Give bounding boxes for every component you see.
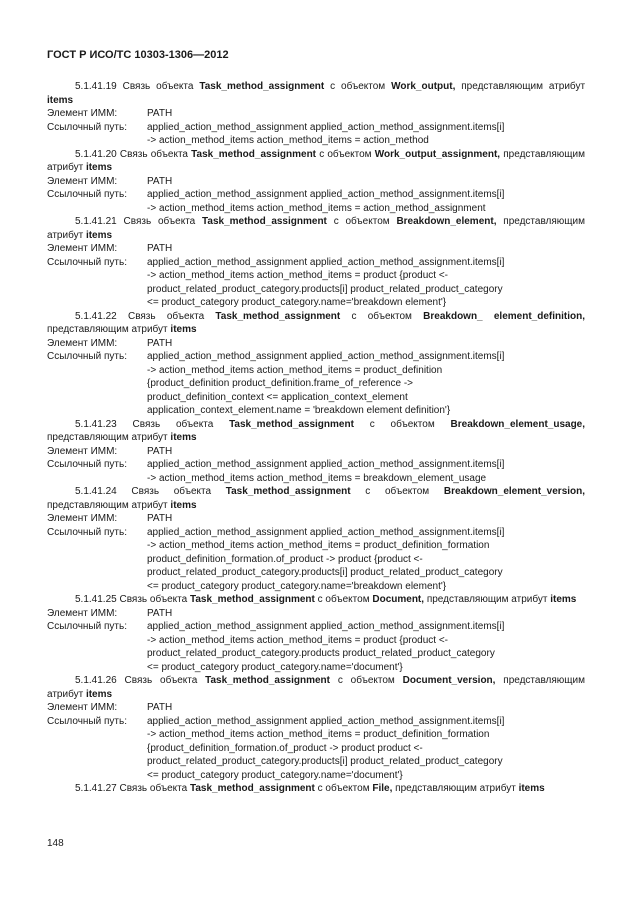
heading-part: с объектом	[369, 418, 435, 430]
heading-part: представляющим атрибут	[426, 594, 548, 605]
reference-path-label: Ссылочный путь:	[47, 715, 127, 727]
reference-path-line: <= product_category product_category.name='document'}	[147, 769, 403, 781]
element-value: PATH	[147, 108, 173, 119]
heading-part: с объектом	[330, 81, 386, 92]
mapping-section	[47, 310, 585, 418]
reference-path-line: application_context_element.name = 'breakdown element definition'}	[147, 405, 451, 416]
reference-path-line: <= product_category product_category.name='document'}	[147, 661, 403, 673]
section-heading	[47, 418, 585, 445]
section-heading	[47, 674, 585, 701]
reference-path-line: applied_action_method_assignment applied_action_method_assignment.items[i]	[147, 189, 505, 200]
heading-part: представляющим атрибут	[47, 324, 168, 335]
reference-path-line: applied_action_method_assignment applied_action_method_assignment.items[i]	[147, 121, 505, 133]
heading-part: 5.1.41.22	[75, 310, 117, 322]
heading-part: Work_output_assignment,	[374, 148, 501, 160]
heading-part: представляющим атрибут	[47, 148, 585, 173]
heading-part: представляющим атрибут	[395, 783, 516, 794]
heading-part: 5.1.41.20	[75, 148, 117, 160]
reference-path-line: product_related_product_category.products[i] product_related_product_category	[147, 756, 503, 767]
element-label: Элемент ИММ:	[47, 513, 118, 524]
reference-path-line: <= product_category product_category.name='breakdown element'}	[147, 580, 447, 592]
reference-path-label: Ссылочный путь:	[47, 121, 127, 133]
heading-part: Связь объекта	[122, 81, 194, 92]
heading-part: Task_method_assignment	[225, 486, 351, 497]
mapping-section	[47, 674, 585, 782]
section-heading	[47, 80, 585, 107]
element-value: PATH	[147, 445, 173, 457]
heading-part: Task_method_assignment	[205, 675, 330, 686]
mapping-section	[47, 782, 585, 796]
heading-part: items	[170, 324, 197, 335]
reference-path-row	[47, 350, 585, 364]
heading-part: Task_method_assignment	[199, 81, 325, 92]
heading-part: Task_method_assignment	[229, 418, 354, 430]
reference-path-line: applied_action_method_assignment applied_action_method_assignment.items[i]	[147, 621, 505, 632]
reference-path-line: -> action_method_items action_method_items = product_definition	[147, 364, 443, 376]
heading-part: items	[550, 594, 577, 605]
heading-part: items	[47, 94, 74, 106]
heading-part: представляющим атрибут	[461, 81, 586, 92]
element-value: PATH	[147, 513, 173, 524]
reference-path-row	[47, 121, 585, 135]
mapping-section	[47, 215, 585, 310]
element-label: Элемент ИММ:	[47, 108, 118, 119]
element-row	[47, 175, 585, 189]
reference-path-row	[47, 715, 585, 729]
reference-path-row	[47, 188, 585, 202]
reference-path-line: applied_action_method_assignment applied_action_method_assignment.items[i]	[147, 526, 505, 538]
heading-part: Work_output,	[391, 81, 456, 92]
heading-part: Breakdown_ element_definition,	[423, 310, 585, 322]
page-number: 148	[47, 838, 64, 849]
element-row	[47, 107, 585, 121]
heading-part: Связь объекта	[127, 310, 205, 322]
reference-path-line: -> action_method_items action_method_items = product {product <-	[147, 270, 449, 281]
mapping-section	[47, 148, 585, 216]
heading-part: 5.1.41.21	[75, 216, 117, 227]
reference-path-line: applied_action_method_assignment applied_action_method_assignment.items[i]	[147, 256, 505, 268]
mapping-section	[47, 593, 585, 674]
document-header: ГОСТ Р ИСО/ТС 10303-1306—2012	[47, 49, 229, 61]
heading-part: Task_method_assignment	[215, 310, 341, 322]
reference-path-line: product_definition_context <= application_context_element	[147, 391, 408, 403]
reference-path-line: product_related_product_category.products[i] product_related_product_category	[147, 567, 503, 578]
element-row	[47, 445, 585, 459]
heading-part: Связь объекта	[119, 148, 188, 160]
section-heading	[47, 782, 585, 796]
mapping-section	[47, 80, 585, 148]
section-heading	[47, 215, 585, 242]
element-label: Элемент ИММ:	[47, 607, 118, 619]
heading-part: 5.1.41.24	[75, 486, 117, 497]
heading-part: с объектом	[317, 783, 370, 794]
reference-path-line: -> action_method_items action_method_items = product {product <-	[147, 634, 449, 646]
reference-path-row	[47, 458, 585, 472]
heading-part: с объектом	[337, 675, 395, 686]
reference-path-line: product_definition_formation.of_product -> product {product <-	[147, 553, 423, 565]
heading-part: с объектом	[317, 594, 370, 605]
element-label: Элемент ИММ:	[47, 243, 118, 254]
heading-part: items	[85, 162, 113, 173]
heading-part: 5.1.41.25	[75, 594, 117, 605]
reference-path-line: -> action_method_items action_method_items = action_method	[147, 135, 429, 146]
element-label: Элемент ИММ:	[47, 175, 118, 187]
section-heading	[47, 310, 585, 337]
heading-part: Document_version,	[402, 675, 496, 686]
heading-part: представляющим атрибут	[47, 432, 168, 443]
heading-part: Связь объекта	[119, 594, 188, 605]
heading-part: Task_method_assignment	[189, 783, 315, 794]
reference-path-line: product_related_product_category.products product_related_product_category	[147, 648, 495, 659]
element-row	[47, 337, 585, 351]
mapping-section	[47, 485, 585, 593]
heading-part: items	[518, 783, 545, 794]
heading-part: File,	[372, 783, 393, 794]
element-label: Элемент ИММ:	[47, 702, 118, 713]
heading-part: Task_method_assignment	[191, 148, 317, 160]
element-value: PATH	[147, 243, 173, 254]
heading-part: представляющим атрибут	[47, 216, 585, 241]
element-row	[47, 512, 585, 526]
heading-part: items	[170, 432, 197, 443]
heading-part: Связь объекта	[132, 418, 214, 430]
section-heading	[47, 485, 585, 512]
heading-part: items	[85, 229, 113, 241]
mapping-section	[47, 418, 585, 486]
element-value: PATH	[147, 175, 173, 187]
reference-path-label: Ссылочный путь:	[47, 526, 127, 538]
reference-path-row	[47, 256, 585, 270]
element-label: Элемент ИММ:	[47, 445, 118, 457]
heading-part: 5.1.41.26	[75, 675, 117, 686]
reference-path-line: {product_definition product_definition.frame_of_reference ->	[147, 378, 414, 389]
heading-part: с объектом	[365, 486, 430, 497]
reference-path-line: applied_action_method_assignment applied_action_method_assignment.items[i]	[147, 715, 505, 727]
heading-part: с объектом	[351, 310, 412, 322]
element-value: PATH	[147, 607, 173, 619]
reference-path-row	[47, 526, 585, 540]
reference-path-line: -> action_method_items action_method_items = action_method_assignment	[147, 202, 486, 214]
heading-part: Breakdown_element,	[396, 216, 497, 227]
heading-part: Document,	[372, 594, 425, 605]
heading-part: Связь объекта	[131, 486, 212, 497]
element-value: PATH	[147, 337, 173, 349]
heading-part: представляющим атрибут	[47, 499, 168, 511]
heading-part: 5.1.41.23	[75, 418, 117, 430]
heading-part: Связь объекта	[124, 675, 198, 686]
heading-part: с объектом	[319, 148, 372, 160]
reference-path-label: Ссылочный путь:	[47, 351, 127, 362]
reference-path-label: Ссылочный путь:	[47, 256, 127, 268]
heading-part: с объектом	[333, 216, 390, 227]
heading-part: Связь объекта	[123, 216, 196, 227]
heading-part: Breakdown_element_version,	[443, 486, 586, 497]
reference-path-line: -> action_method_items action_method_items = product_definition_formation	[147, 540, 490, 551]
reference-path-line: -> action_method_items action_method_items = product_definition_formation	[147, 729, 490, 740]
heading-part: Task_method_assignment	[189, 594, 315, 605]
element-row	[47, 701, 585, 715]
heading-part: items	[170, 499, 197, 511]
section-heading	[47, 593, 585, 607]
reference-path-label: Ссылочный путь:	[47, 189, 127, 200]
heading-part: Связь объекта	[119, 783, 188, 794]
reference-path-line: applied_action_method_assignment applied_action_method_assignment.items[i]	[147, 459, 505, 470]
reference-path-row	[47, 620, 585, 634]
reference-path-line: <= product_category product_category.name='breakdown element'}	[147, 297, 447, 308]
heading-part: Breakdown_element_usage,	[450, 418, 586, 430]
element-label: Элемент ИММ:	[47, 337, 118, 349]
element-row	[47, 607, 585, 621]
reference-path-line: -> action_method_items action_method_items = breakdown_element_usage	[147, 472, 487, 484]
section-heading	[47, 148, 585, 175]
reference-path-label: Ссылочный путь:	[47, 459, 127, 470]
heading-part: представляющим атрибут	[47, 675, 585, 700]
heading-part: 5.1.41.27	[75, 783, 117, 794]
element-row	[47, 242, 585, 256]
heading-part: items	[85, 688, 113, 700]
reference-path-line: applied_action_method_assignment applied_action_method_assignment.items[i]	[147, 351, 505, 362]
reference-path-line: product_related_product_category.products[i] product_related_product_category	[147, 283, 503, 295]
reference-path-label: Ссылочный путь:	[47, 621, 127, 632]
heading-part: 5.1.41.19	[75, 81, 117, 92]
reference-path-line: {product_definition_formation.of_product -> product product <-	[147, 742, 423, 754]
element-value: PATH	[147, 702, 173, 713]
heading-part: Task_method_assignment	[202, 216, 327, 227]
document-body	[47, 80, 585, 796]
